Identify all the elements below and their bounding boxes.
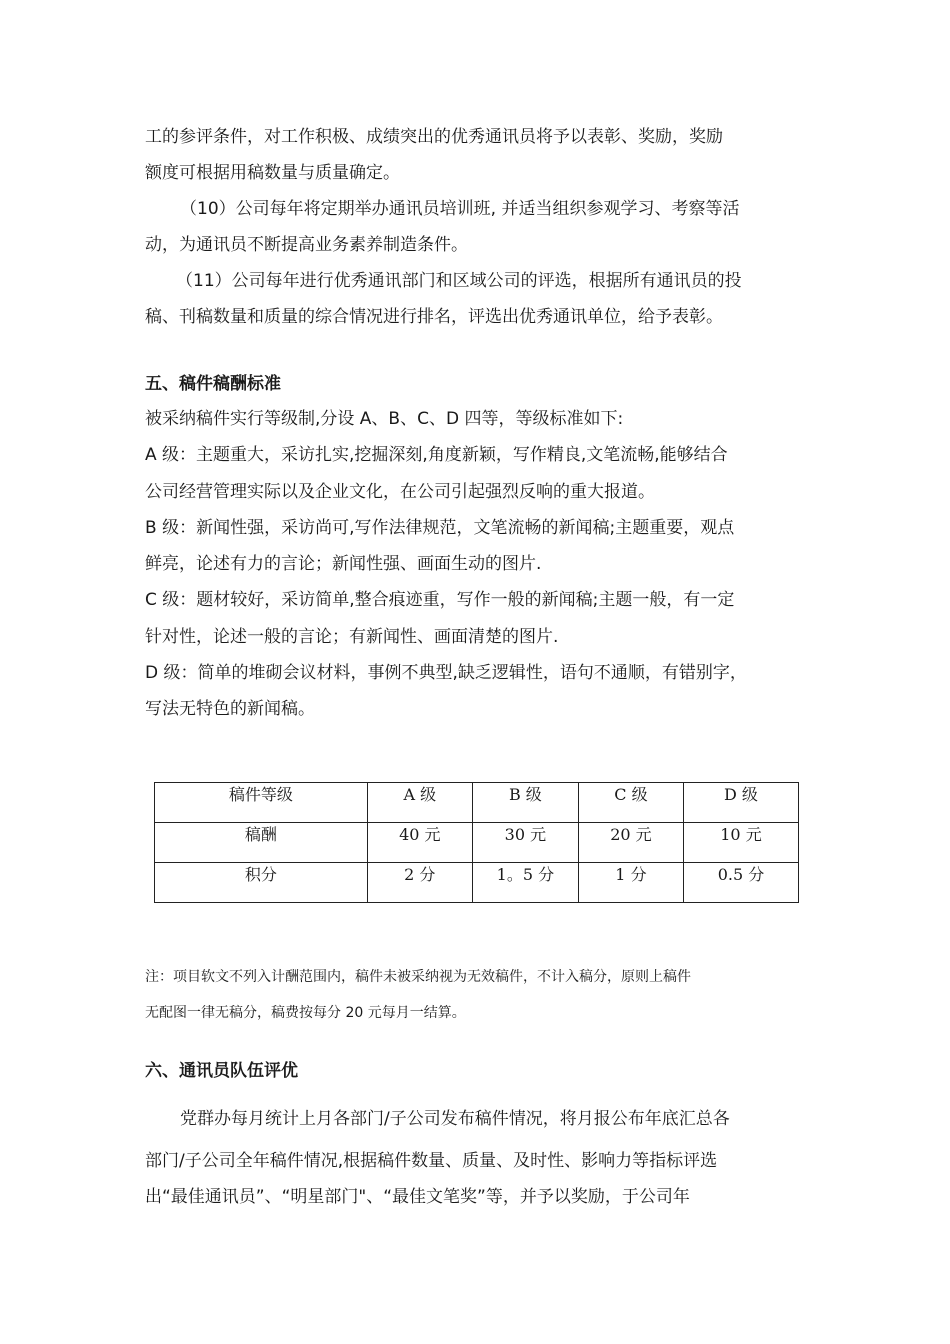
paragraph-line: 被采纳稿件实行等级制,分设 A、B、C、D 四等，等级标准如下: <box>145 409 624 429</box>
grade-a-line: 公司经营管理实际以及企业文化，在公司引起强烈反响的重大报道。 <box>145 482 655 502</box>
table-cell: 20 元 <box>578 823 683 863</box>
paragraph-line: 额度可根据用稿数量与质量确定。 <box>145 163 400 183</box>
paragraph-line: （11）公司每年进行优秀通讯部门和区域公司的评选，根据所有通讯员的投 <box>176 271 742 291</box>
paragraph-line: 部门/子公司全年稿件情况,根据稿件数量、质量、及时性、影响力等指标评选 <box>145 1151 718 1171</box>
note-line: 注：项目软文不列入计酬范围内，稿件未被采纳视为无效稿件，不计入稿分，原则上稿件 <box>145 969 691 985</box>
paragraph-line: 稿、刊稿数量和质量的综合情况进行排名，评选出优秀通讯单位，给予表彰。 <box>145 307 723 327</box>
paragraph-line: （10）公司每年将定期举办通讯员培训班, 并适当组织参观学习、考察等活 <box>180 199 740 219</box>
grade-c-line: 针对性，论述一般的言论；有新闻性、画面清楚的图片. <box>145 627 559 647</box>
paragraph-line: 出“最佳通讯员”、“明星部门"、“最佳文笔奖”等，并予以奖励，于公司年 <box>145 1187 690 1207</box>
table-cell: B 级 <box>472 783 578 823</box>
grade-table <box>154 782 799 903</box>
grade-d-line: D 级：简单的堆砌会议材料，事例不典型,缺乏逻辑性，语句不通顺，有错别字， <box>145 663 747 683</box>
table-row <box>155 863 799 903</box>
table-cell: 积分 <box>155 863 368 903</box>
section-heading: 六、通讯员队伍评优 <box>145 1061 298 1081</box>
table-cell: C 级 <box>578 783 683 823</box>
table-cell: 2 分 <box>367 863 472 903</box>
table-cell: 0.5 分 <box>683 863 798 903</box>
paragraph-line: 动，为通讯员不断提高业务素养制造条件。 <box>145 235 468 255</box>
table-cell: 40 元 <box>367 823 472 863</box>
paragraph-line: 工的参评条件，对工作积极、成绩突出的优秀通讯员将予以表彰、奖励，奖励 <box>145 127 723 147</box>
grade-b-line: B 级：新闻性强，采访尚可,写作法律规范，文笔流畅的新闻稿;主题重要，观点 <box>145 518 735 538</box>
table-row <box>155 783 799 823</box>
table-cell: 稿件等级 <box>155 783 368 823</box>
note-line: 无配图一律无稿分，稿费按每分 20 元每月一结算。 <box>145 1005 466 1021</box>
table-cell: 10 元 <box>683 823 798 863</box>
table-cell: D 级 <box>683 783 798 823</box>
table-cell: A 级 <box>367 783 472 823</box>
table-cell: 稿酬 <box>155 823 368 863</box>
grade-a-line: A 级：主题重大，采访扎实,挖掘深刻,角度新颖，写作精良,文笔流畅,能够结合 <box>145 445 728 465</box>
table-cell: 1 分 <box>578 863 683 903</box>
grade-d-line: 写法无特色的新闻稿。 <box>145 699 315 719</box>
grade-c-line: C 级：题材较好，采访简单,整合痕迹重，写作一般的新闻稿;主题一般，有一定 <box>145 590 735 610</box>
paragraph-line: 党群办每月统计上月各部门/子公司发布稿件情况，将月报公布年底汇总各 <box>180 1109 730 1129</box>
table-cell: 1。5 分 <box>472 863 578 903</box>
table-row <box>155 823 799 863</box>
grade-b-line: 鲜亮，论述有力的言论；新闻性强、画面生动的图片. <box>145 554 542 574</box>
table-cell: 30 元 <box>472 823 578 863</box>
section-heading: 五、稿件稿酬标准 <box>145 374 281 394</box>
